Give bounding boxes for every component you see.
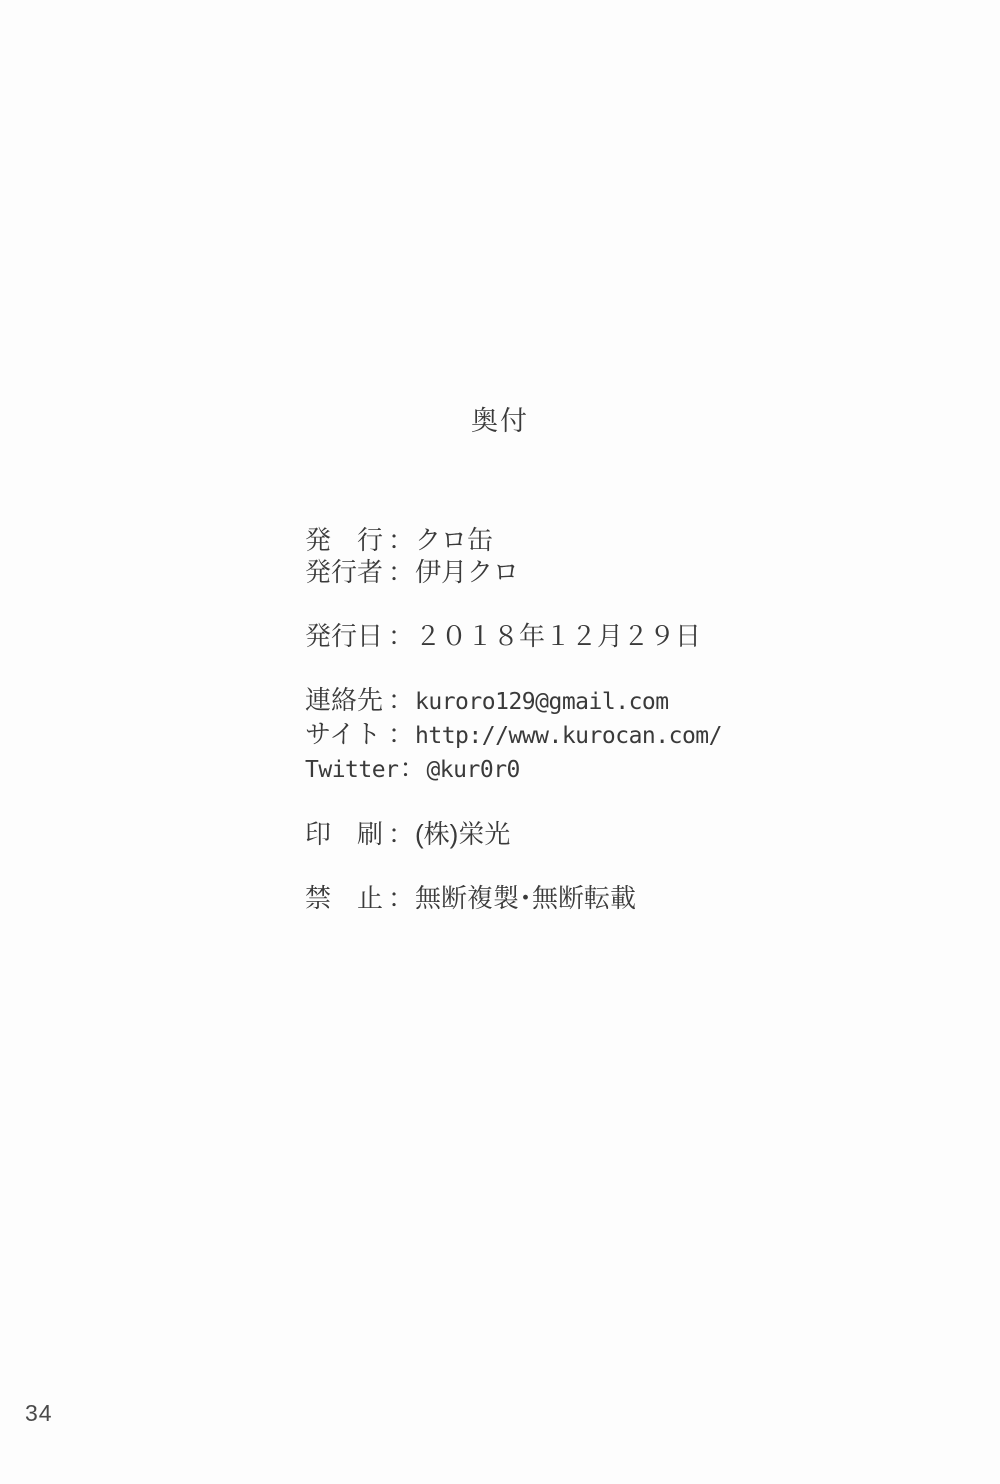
colophon-row-author [305,556,722,588]
page-title: 奥付 [471,406,529,436]
date-value: ２０１８年１２月２９日 [415,621,702,651]
date-separator: ： [388,621,415,651]
colophon-row-prohibition [305,882,722,914]
date-label: 発行日 [305,621,384,651]
website-value: http://www.kurocan.com/ [415,723,723,749]
printer-separator: ： [388,819,415,849]
colophon-row-date [305,620,722,652]
prohibition-label: 禁 止 [305,883,384,913]
printer-label: 印 刷 [305,819,384,849]
email-separator: ： [388,685,415,715]
website-separator: ： [388,719,415,749]
twitter-label: Twitter [305,757,399,783]
author-separator: ： [388,557,415,587]
colophon-row-printer [305,818,722,850]
colophon-group-publisher [305,524,722,588]
publisher-separator: ： [388,525,415,555]
email-value: kuroro129@gmail.com [415,689,669,715]
colophon-group-date [305,620,722,652]
colophon-group-prohibition [305,882,722,914]
colophon-row-website [305,718,722,752]
twitter-value: @kur0r0 [426,757,520,783]
printer-value: (株)栄光 [415,819,511,849]
publisher-label: 発 行 [305,525,384,555]
prohibition-value: 無断複製･無断転載 [415,883,637,913]
colophon-group-contact [305,684,722,786]
colophon-row-twitter [305,752,722,786]
colophon-row-email [305,684,722,718]
website-label: サイト [305,719,382,749]
colophon-group-printer [305,818,722,850]
publisher-value: クロ缶 [415,525,494,555]
twitter-separator: ： [399,753,426,783]
colophon-row-publisher [305,524,722,556]
colophon-block [305,524,722,946]
email-label: 連絡先 [305,685,384,715]
author-value: 伊月クロ [415,557,520,587]
author-label: 発行者 [305,557,384,587]
prohibition-separator: ： [388,883,415,913]
page-number: 34 [25,1400,53,1426]
